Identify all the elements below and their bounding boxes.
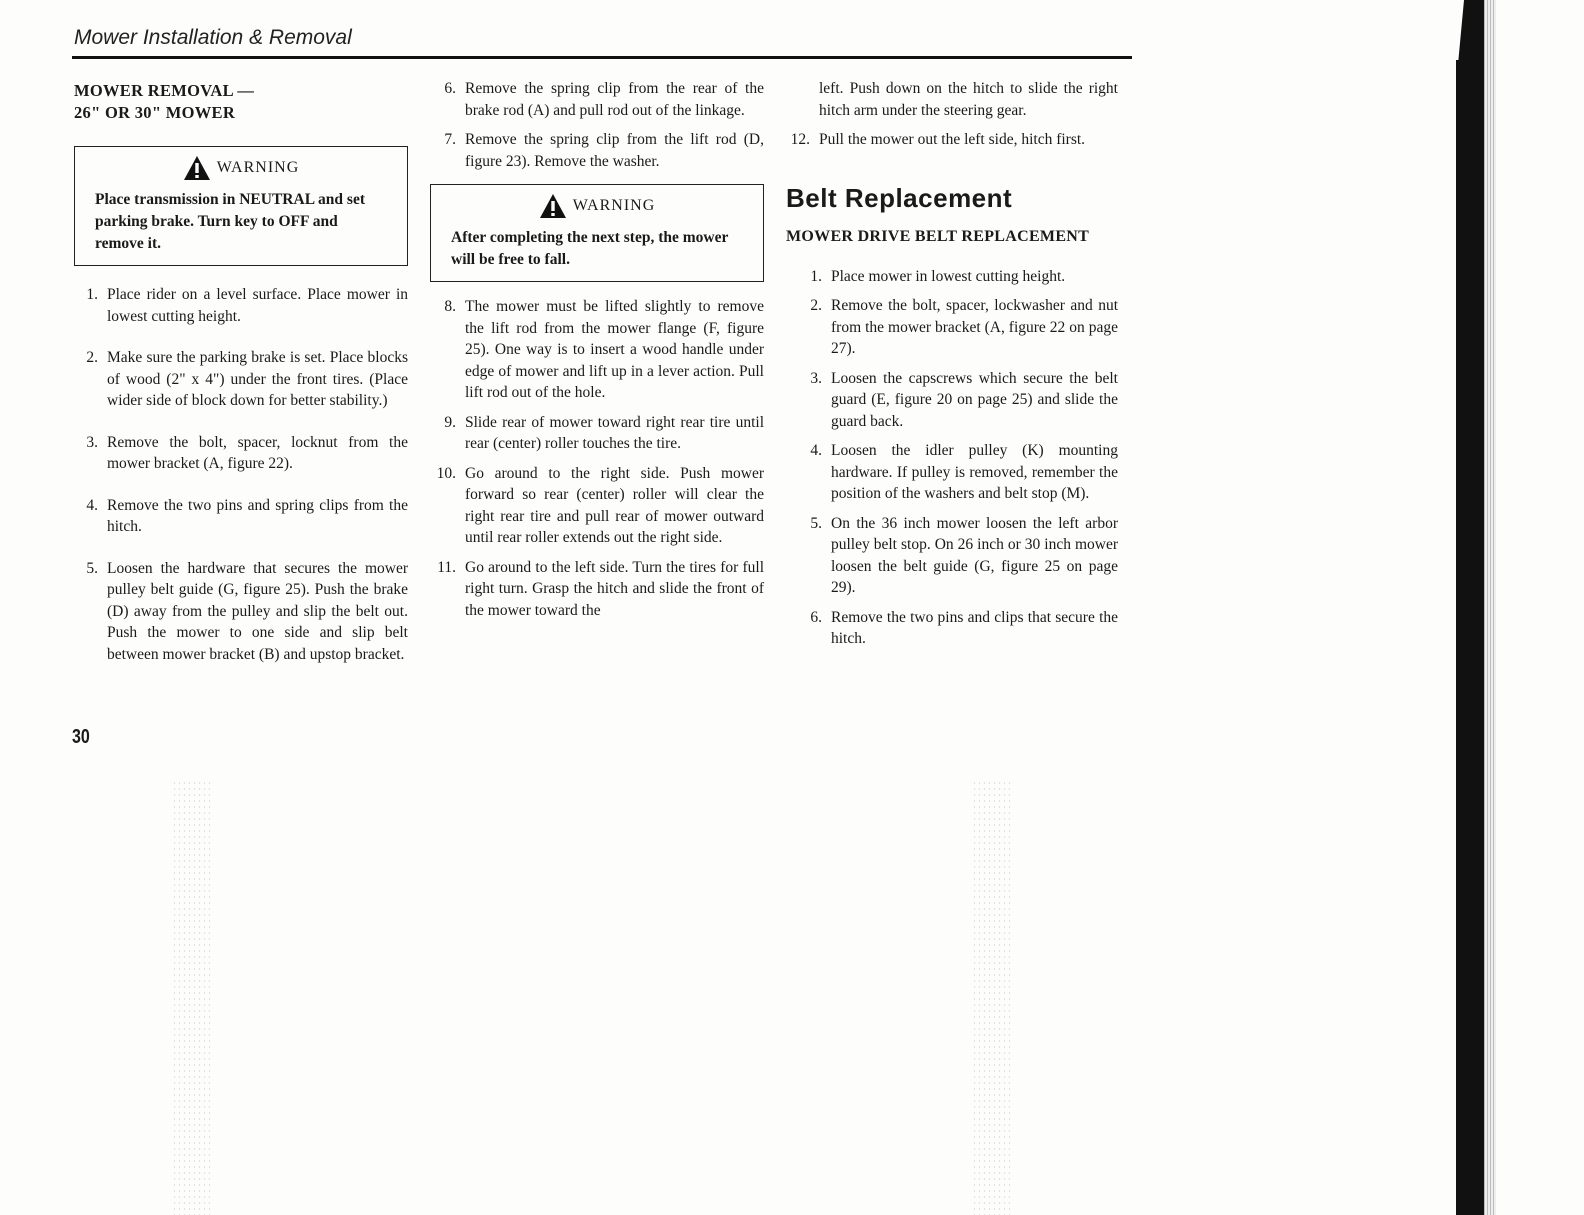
scan-edge-shading [1484,0,1496,1215]
heading-line-2: 26" OR 30" MOWER [74,103,236,122]
list-item [430,78,764,121]
heading-line-1: MOWER REMOVAL — [74,81,255,100]
step-text: Remove the bolt, spacer, lockwasher and nut from the mower bracket (A, figure 22 on page 27). [831,297,1118,357]
warning-header [95,155,387,181]
left-column [74,80,408,665]
step-number: 5. [810,514,822,532]
step-number: 6. [444,80,456,97]
scan-binding-edge [1456,0,1484,1215]
step-text: Remove the two pins and clips that secure the hitch. [831,608,1118,647]
step-number-spacer [784,78,819,121]
step-text: Loosen the hardware that secures the mower pulley belt guide (G, figure 25). Push the brake (D) away from the pulley and slip the belt out. Push the mower to one side and slip belt between mower bracket (B) and upstop bracket. [107,559,408,663]
step-number: 4. [810,442,822,459]
warning-text: After completing the next step, the mower will be free to fall. [451,229,729,268]
page-header-title: Mower Installation & Removal [74,26,352,49]
list-item [796,607,1118,650]
warning-label: WARNING [216,159,300,176]
warning-header [451,193,743,219]
step-text: left. Push down on the hitch to slide the right hitch arm under the steering gear. [819,80,1118,119]
step-number: 8. [444,298,456,315]
step-text: The mower must be lifted slightly to remove the lift rod from the mower flange (F, figure 25). One way is to insert a wood handle under edge of mower and lift up in a lever action. Pull lift rod out of the hole. [465,298,764,401]
list-item [784,129,1118,151]
step-text: Remove the spring clip from the rear of the brake rod (A) and pull rod out of the linkage. [465,80,764,119]
step-text: Loosen the capscrews which secure the belt guard (E, figure 20 on page 25) and slide the guard back. [831,369,1118,430]
warning-icon [183,155,211,181]
list-item [430,557,764,622]
belt-subheading: MOWER DRIVE BELT REPLACEMENT [786,227,1090,245]
step-number: 11. [437,558,456,576]
step-number: 1. [86,286,98,303]
removal-steps-continued [430,78,764,172]
step-number: 2. [86,349,98,366]
list-item [430,129,764,172]
list-item [72,495,408,538]
scan-noise [972,780,1012,1215]
warning-icon [539,193,567,219]
step-number: 5. [86,559,98,577]
step-text: Remove the spring clip from the lift rod (D, figure 23). Remove the washer. [465,131,764,170]
warning-label: WARNING [572,197,656,214]
continued-step-text [784,78,1118,121]
list-item [72,284,408,327]
middle-column [430,78,764,621]
page-number: 30 [72,726,90,748]
step-number: 12. [790,131,810,148]
list-item [72,432,408,475]
list-item [796,368,1118,433]
step-text: Go around to the right side. Push mower forward so rear (center) roller will clear the right rear tire and pull rear of mower outward until rear roller extends out the right side. [465,464,764,546]
step-number: 3. [810,369,822,387]
step-number: 1. [810,267,822,285]
step-number: 2. [810,297,822,314]
step-text: Go around to the left side. Turn the tires for full right turn. Grasp the hitch and slide the front of the mower toward the [465,558,764,619]
step-number: 7. [444,131,456,148]
step-text: Loosen the idler pulley (K) mounting hardware. If pulley is removed, remember the position of the washers and belt stop (M). [831,442,1118,502]
step-text: Make sure the parking brake is set. Place blocks of wood (2" x 4") under the front tires. (Place wider side of block down for better stability.) [107,349,408,409]
step-text: On the 36 inch mower loosen the left arbor pulley belt stop. On 26 inch or 30 inch mower loosen the belt guide (G, figure 25 on page 29). [831,514,1118,596]
warning-box-1 [74,146,408,266]
step-text: Slide rear of mower toward right rear tire until rear (center) roller touches the tire. [465,413,764,452]
step-number: 9. [444,413,456,431]
scan-noise [172,780,212,1215]
list-item [430,412,764,455]
step-text: Place rider on a level surface. Place mower in lowest cutting height. [107,286,408,325]
list-item [72,558,408,666]
warning-box-2 [430,184,764,282]
mower-removal-heading [74,80,408,124]
list-item [796,266,1118,288]
warning-text: Place transmission in NEUTRAL and set parking brake. Turn key to OFF and remove it. [95,191,365,252]
step-text: Place mower in lowest cutting height. [831,267,1066,285]
step-text: Remove the bolt, spacer, locknut from the mower bracket (A, figure 22). [107,433,408,472]
step-number: 10. [436,464,456,482]
step-text: Pull the mower out the left side, hitch first. [819,131,1086,148]
list-item [430,463,764,549]
list-item [796,295,1118,360]
step-number: 4. [86,496,98,514]
belt-replacement-title: Belt Replacement [786,182,1013,213]
removal-steps-list [72,284,408,665]
list-item [796,513,1118,599]
step-text: Remove the two pins and spring clips from the hitch. [107,496,408,535]
belt-steps-list [796,266,1118,650]
removal-steps-continued-b [430,296,764,621]
step-number: 3. [86,433,98,451]
list-item [72,347,408,412]
header-rule [72,56,1132,59]
list-item [430,296,764,404]
right-column [784,78,1118,650]
step-number: 6. [810,608,822,626]
list-item [796,440,1118,505]
